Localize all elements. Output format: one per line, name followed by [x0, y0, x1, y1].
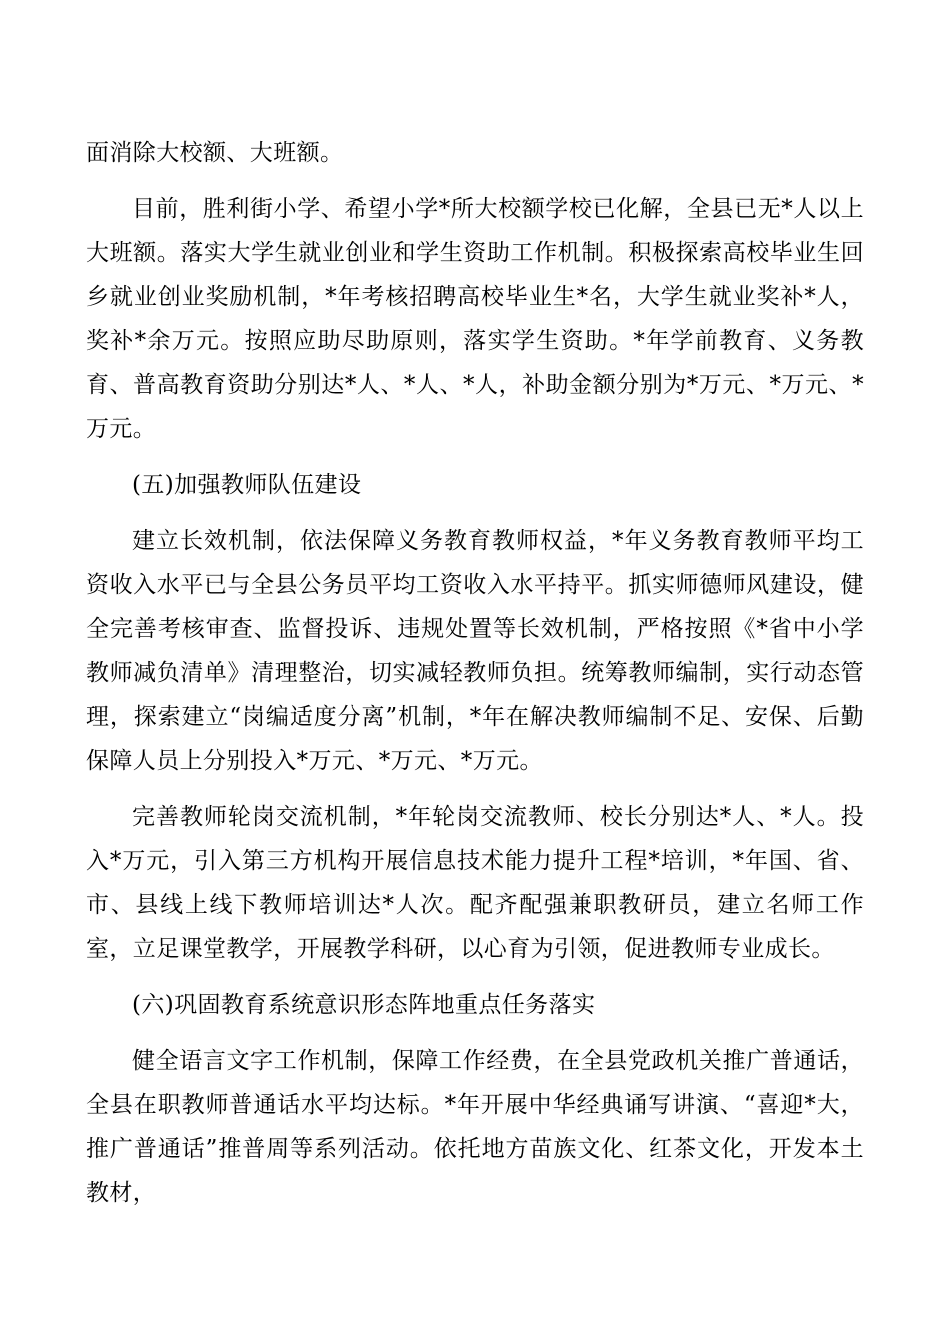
- paragraph-language-work: 健全语言文字工作机制，保障工作经费，在全县党政机关推广普通话，全县在职教师普通话水平均达标。*年开展中华经典诵写讲演、“喜迎*大，推广普通话”推普周等系列活动。依托地方苗族文化、红茶文化，开发本土教材，: [86, 1048, 864, 1206]
- paragraph-teacher-rights: 建立长效机制，依法保障义务教育教师权益，*年义务教育教师平均工资收入水平已与全县公务员平均工资收入水平持平。抓实师德师风建设，健全完善考核审查、监督投诉、违规处置等长效机制，严格按照《*省中小学教师减负清单》清理整治，切实减轻教师负担。统筹教师编制，实行动态管理，探索建立“岗编适度分离”机制，*年在解决教师编制不足、安保、后勤保障人员上分别投入*万元、*万元、*万元。: [86, 528, 864, 774]
- paragraph-continuation: 面消除大校额、大班额。: [86, 140, 344, 166]
- section-heading-teachers: (五)加强教师队伍建设: [132, 472, 362, 498]
- section-heading-ideology: (六)巩固教育系统意识形态阵地重点任务落实: [132, 992, 596, 1018]
- document-page: [86, 131, 864, 1215]
- paragraph-class-size-and-aid: 目前，胜利街小学、希望小学*所大校额学校已化解，全县已无*人以上大班额。落实大学生就业创业和学生资助工作机制。积极探索高校毕业生回乡就业创业奖励机制，*年考核招聘高校毕业生*名，大学生就业奖补*人，奖补*余万元。按照应助尽助原则，落实学生资助。*年学前教育、义务教育、普高教育资助分别达*人、*人、*人，补助金额分别为*万元、*万元、*万元。: [86, 196, 864, 442]
- paragraph-teacher-rotation: 完善教师轮岗交流机制，*年轮岗交流教师、校长分别达*人、*人。投入*万元，引入第三方机构开展信息技术能力提升工程*培训，*年国、省、市、县线上线下教师培训达*人次。配齐配强兼职教研员，建立名师工作室，立足课堂教学，开展教学科研，以心育为引领，促进教师专业成长。: [86, 804, 864, 962]
